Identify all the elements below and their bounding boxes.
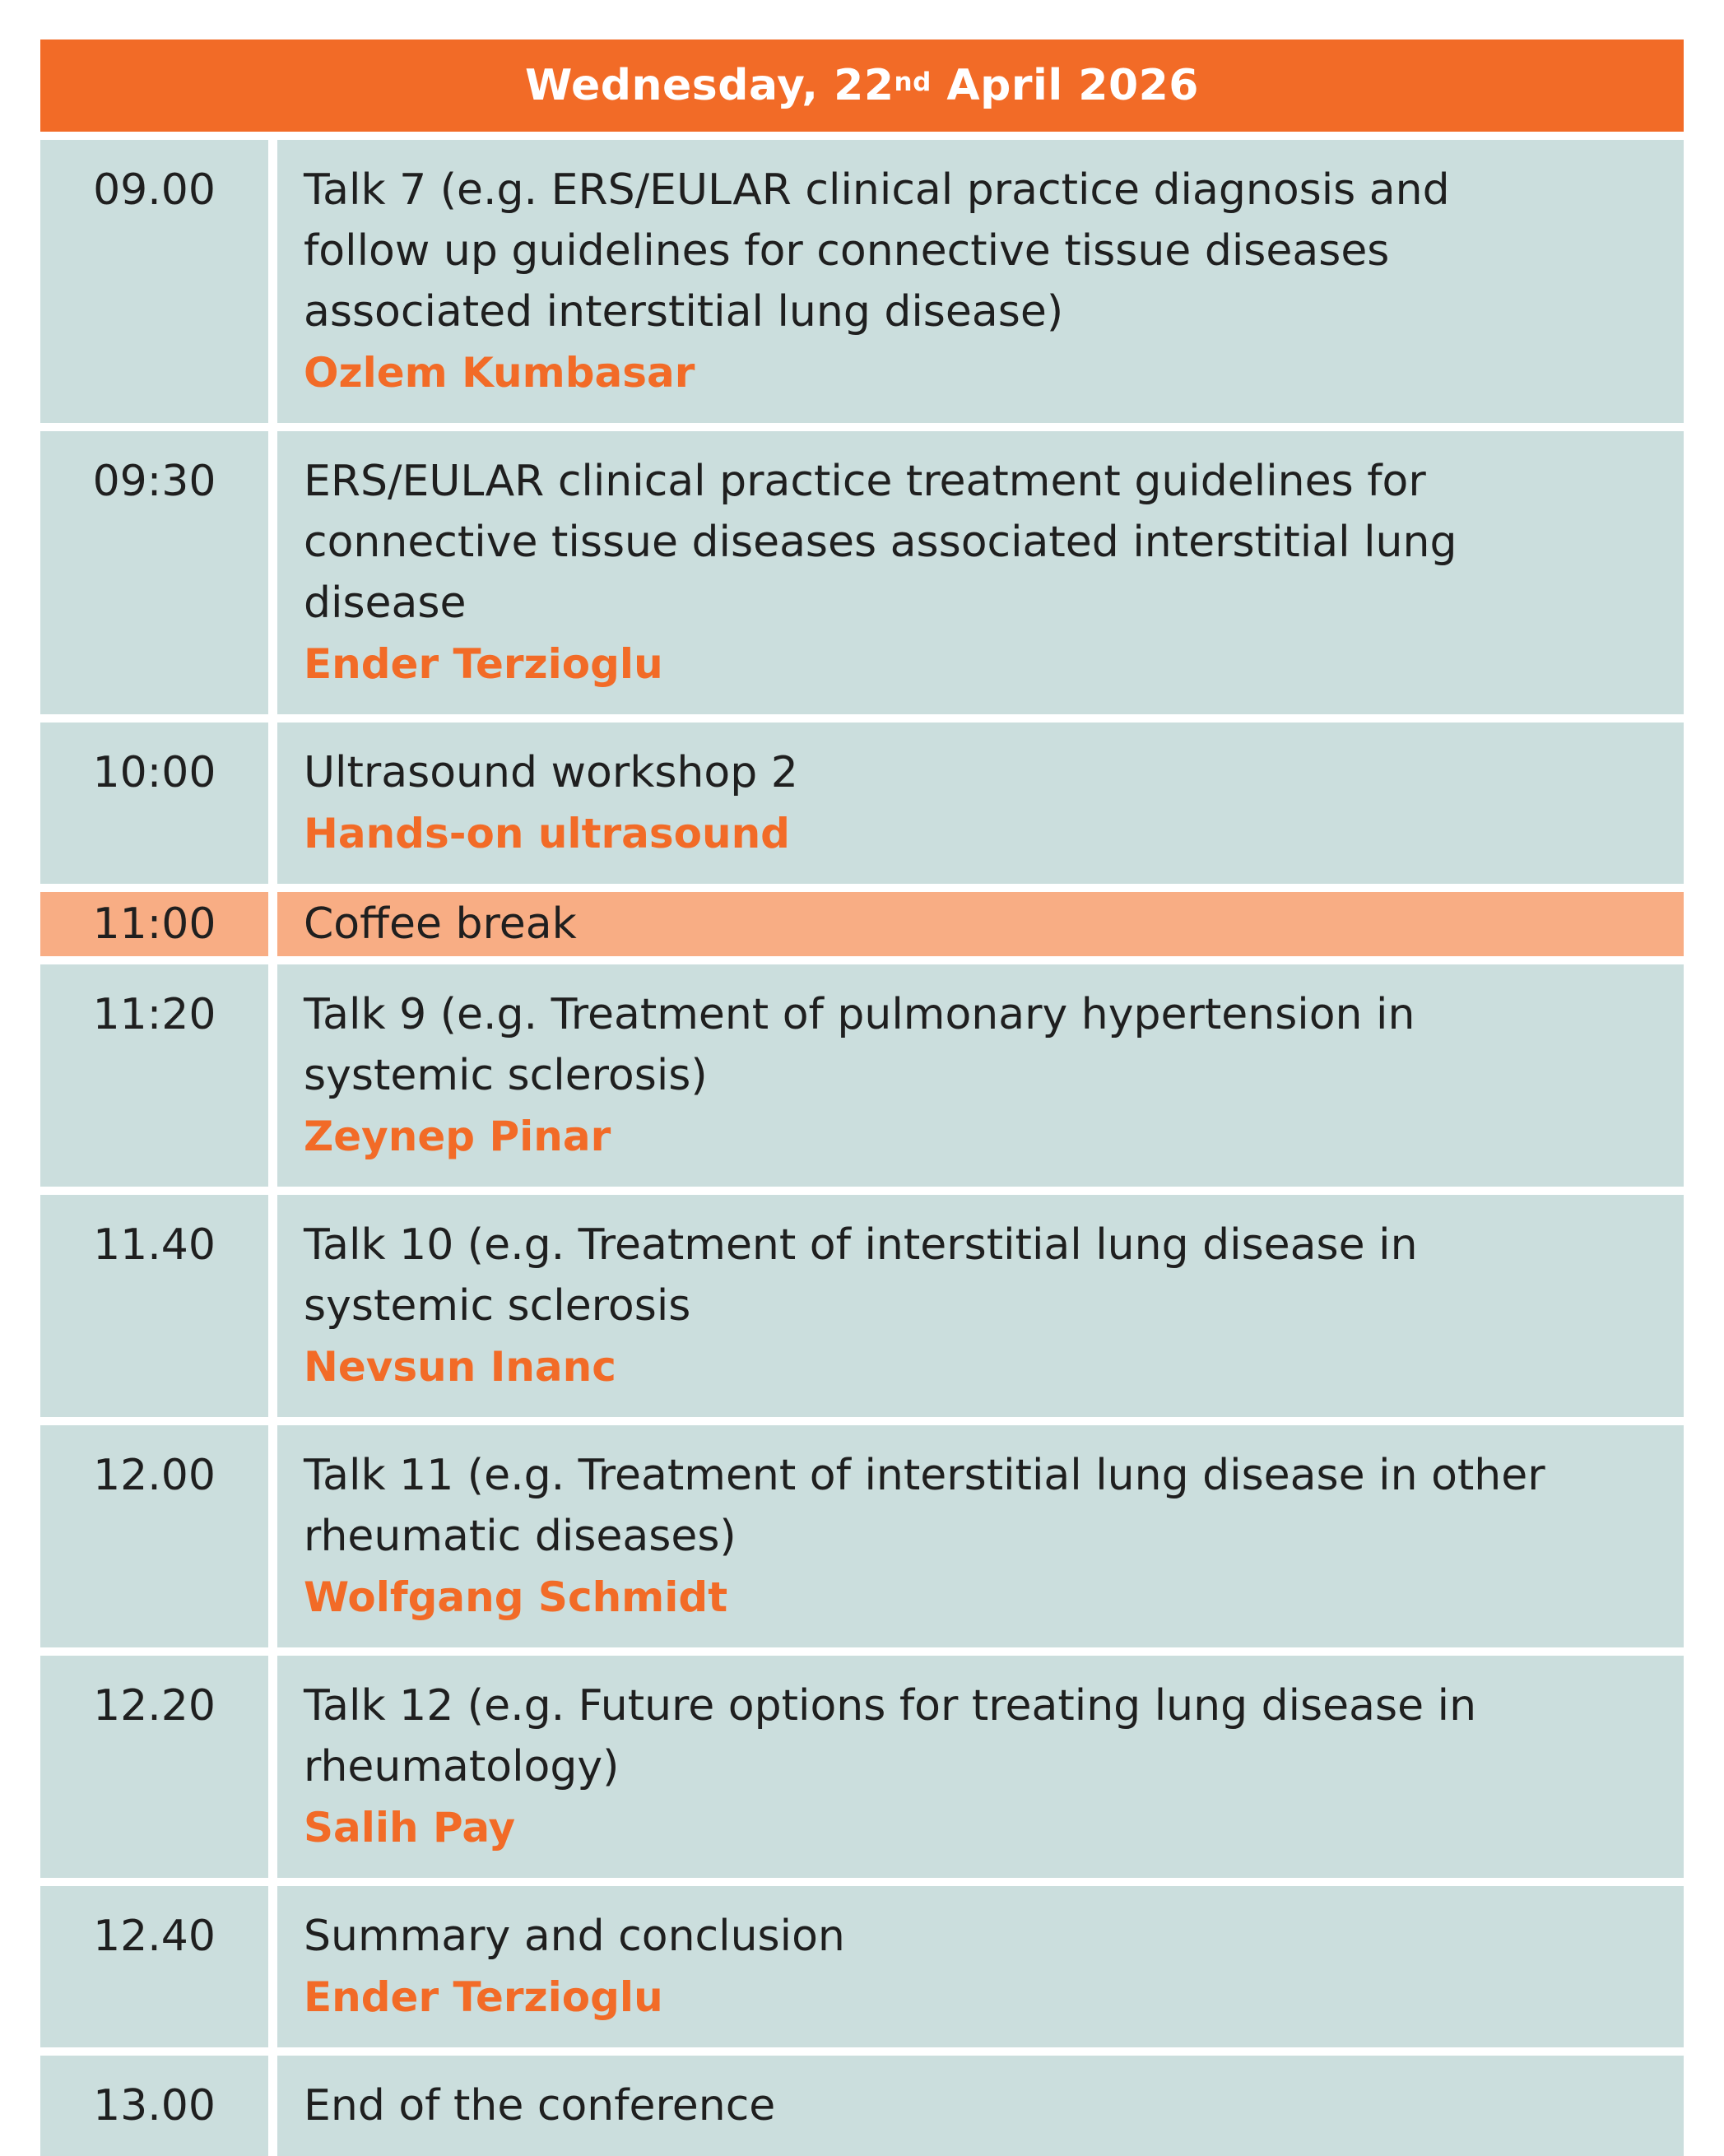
session-content <box>277 723 1684 884</box>
session-speaker: Ozlem Kumbasar <box>304 349 695 397</box>
session-title-line: follow up guidelines for connective tissue diseases <box>304 226 1390 276</box>
session-row <box>40 140 1684 423</box>
session-speaker: Ender Terzioglu <box>304 1973 663 2021</box>
session-time: 11.40 <box>40 1195 268 1417</box>
session-speaker: Wolfgang Schmidt <box>304 1573 728 1621</box>
session-title-line: Talk 7 (e.g. ERS/EULAR clinical practice diagnosis and <box>304 165 1450 215</box>
schedule-table <box>40 39 1684 2156</box>
session-row <box>40 1425 1684 1647</box>
session-row <box>40 2056 1684 2156</box>
session-time: 09.00 <box>40 140 268 423</box>
day-header-prefix: Wednesday, 22 <box>525 61 895 110</box>
session-title-line: Talk 11 (e.g. Treatment of interstitial lung disease in other <box>304 1451 1545 1500</box>
session-title-line: ERS/EULAR clinical practice treatment guidelines for <box>304 457 1426 506</box>
session-title-line: Talk 9 (e.g. Treatment of pulmonary hypertension in <box>304 990 1415 1039</box>
session-content <box>277 1886 1684 2047</box>
day-header: Wednesday, 22 $^{nd}$ April 2026 <box>40 39 1684 132</box>
session-time: 12.20 <box>40 1656 268 1878</box>
session-time: 11:20 <box>40 964 268 1187</box>
session-title-line: rheumatology) <box>304 1742 620 1791</box>
session-speaker: Ender Terzioglu <box>304 640 663 688</box>
session-time: 13.00 <box>40 2056 268 2156</box>
session-title-line: Talk 12 (e.g. Future options for treating lung disease in <box>304 1681 1477 1731</box>
session-title-line: Talk 10 (e.g. Treatment of interstitial lung disease in <box>304 1220 1418 1270</box>
session-content <box>277 892 1684 956</box>
session-row <box>40 431 1684 714</box>
day-header-month-year: April 2026 <box>931 61 1199 110</box>
session-speaker: Hands-on ultrasound <box>304 810 790 857</box>
session-content <box>277 431 1684 714</box>
session-title-line: systemic sclerosis <box>304 1281 691 1331</box>
session-title-line: Summary and conclusion <box>304 1912 845 1961</box>
session-content <box>277 1195 1684 1417</box>
session-title-line: End of the conference <box>304 2081 776 2130</box>
session-title-line: connective tissue diseases associated interstitial lung <box>304 518 1457 567</box>
session-time: 09:30 <box>40 431 268 714</box>
session-time: 11:00 <box>40 892 268 956</box>
session-content <box>277 2056 1684 2156</box>
session-row <box>40 1886 1684 2047</box>
session-title-line: Coffee break <box>304 899 577 949</box>
session-title-line: associated interstitial lung disease) <box>304 287 1064 337</box>
session-content <box>277 140 1684 423</box>
session-speaker: Salih Pay <box>304 1804 516 1852</box>
session-title-line: Ultrasound workshop 2 <box>304 748 798 797</box>
session-content <box>277 1425 1684 1647</box>
session-row <box>40 1656 1684 1878</box>
session-title-line: rheumatic diseases) <box>304 1512 737 1561</box>
session-time: 12.00 <box>40 1425 268 1647</box>
session-speaker: Nevsun Inanc <box>304 1343 616 1391</box>
session-time: 10:00 <box>40 723 268 884</box>
break-row <box>40 892 1684 956</box>
session-row <box>40 1195 1684 1417</box>
session-title-line: systemic sclerosis) <box>304 1051 708 1100</box>
session-title-line: disease <box>304 578 467 628</box>
session-row <box>40 964 1684 1187</box>
session-row <box>40 723 1684 884</box>
session-content <box>277 1656 1684 1878</box>
session-time: 12.40 <box>40 1886 268 2047</box>
session-speaker: Zeynep Pinar <box>304 1113 611 1160</box>
session-content <box>277 964 1684 1187</box>
